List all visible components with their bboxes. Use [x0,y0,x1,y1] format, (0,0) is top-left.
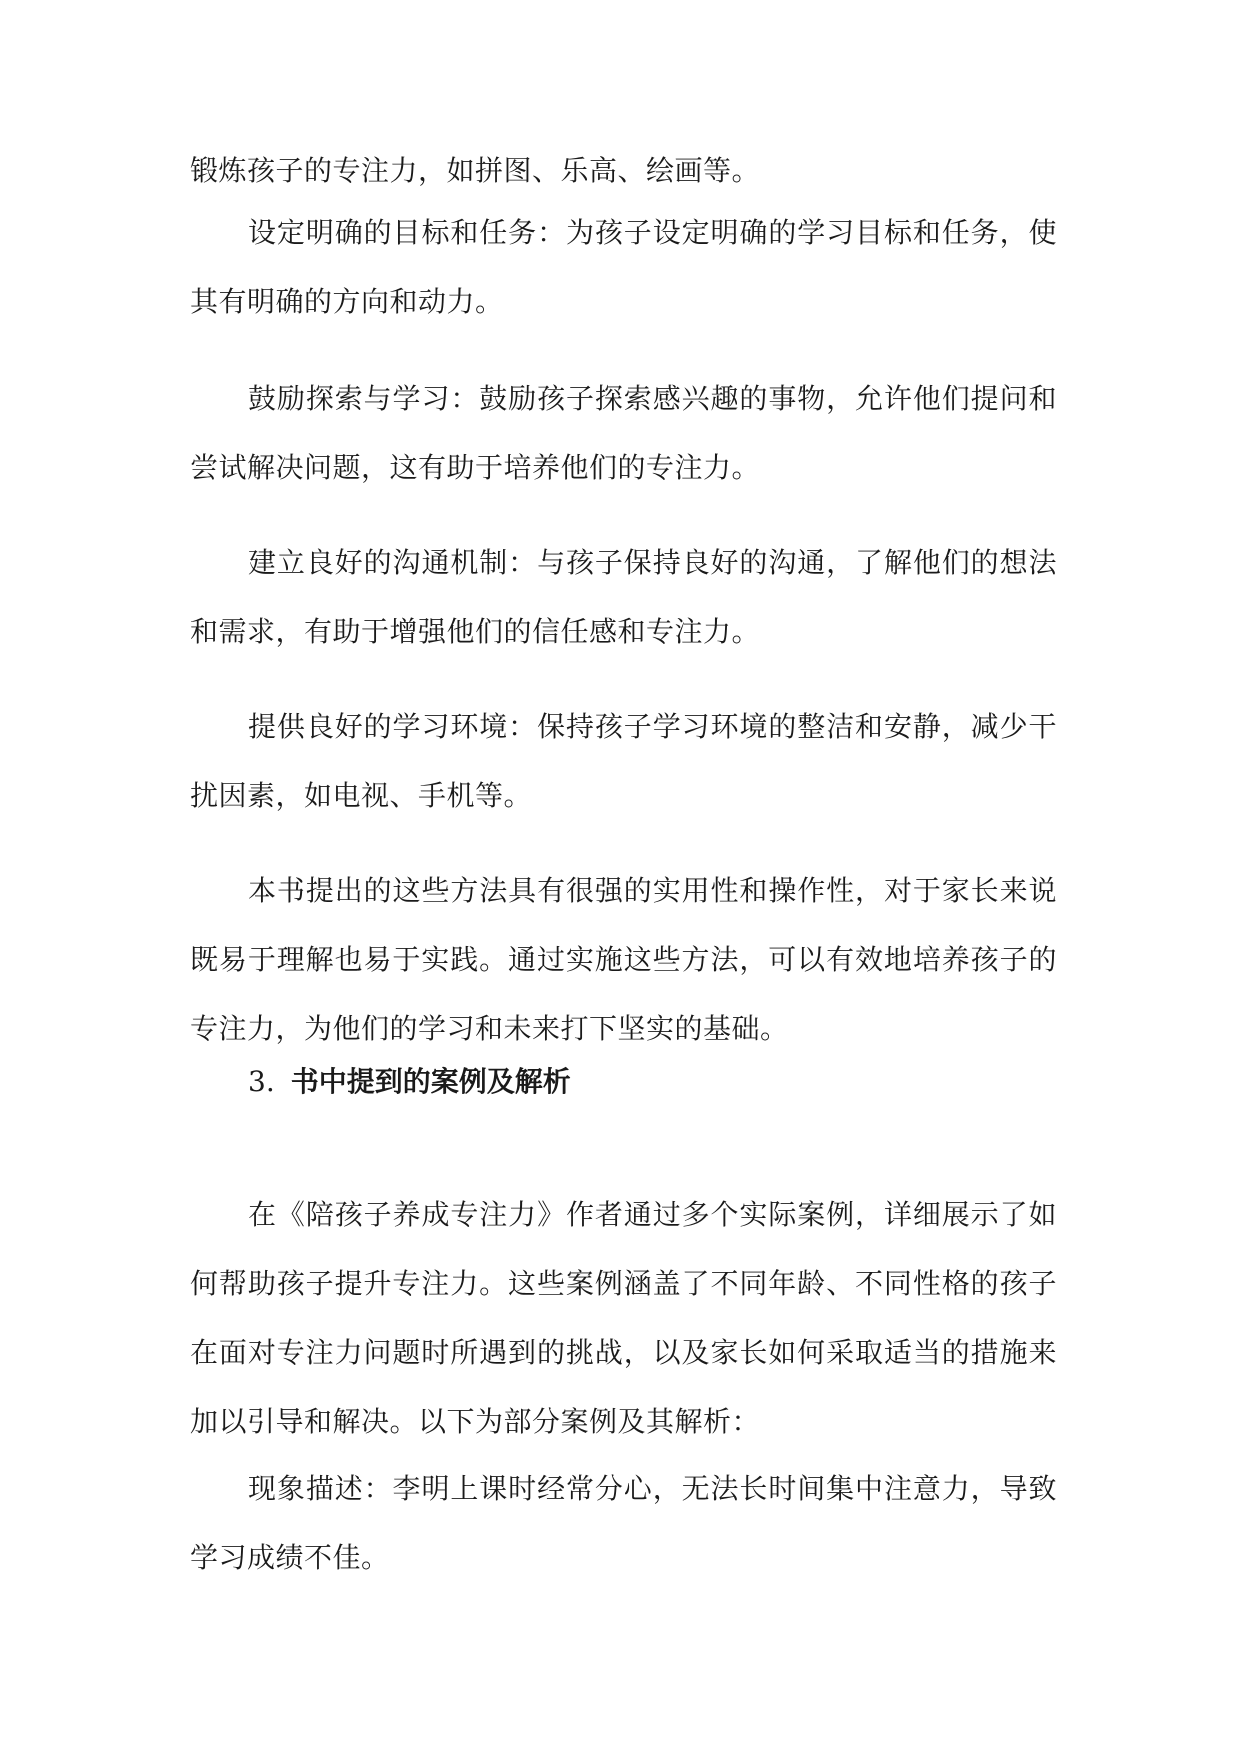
section-number: 3. [248,1065,275,1098]
paragraph-cases-intro: 在《陪孩子养成专注力》作者通过多个实际案例，详细展示了如何帮助孩子提升专注力。这些案例涵盖了不同年龄、不同性格的孩子在面对专注力问题时所遇到的挑战，以及家长如何采取适当的措施来加以引导和解决。以下为部分案例及其解析： [190,1198,1057,1438]
paragraph-summary: 本书提出的这些方法具有很强的实用性和操作性，对于家长来说既易于理解也易于实践。通过实施这些方法，可以有效地培养孩子的专注力，为他们的学习和未来打下坚实的基础。 [190,874,1057,1045]
paragraph-explore: 鼓励探索与学习：鼓励孩子探索感兴趣的事物，允许他们提问和尝试解决问题，这有助于培养他们的专注力。 [190,382,1057,484]
section-title: 书中提到的案例及解析 [290,1065,571,1098]
section-heading [248,1062,571,1102]
paragraph-goals: 设定明确的目标和任务：为孩子设定明确的学习目标和任务，使其有明确的方向和动力。 [190,216,1057,318]
paragraph-environment: 提供良好的学习环境：保持孩子学习环境的整洁和安静，减少干扰因素，如电视、手机等。 [190,710,1057,812]
paragraph-continuation: 锻炼孩子的专注力，如拼图、乐高、绘画等。 [190,154,761,187]
paragraph-case-description: 现象描述：李明上课时经常分心，无法长时间集中注意力，导致学习成绩不佳。 [190,1472,1057,1574]
paragraph-communication: 建立良好的沟通机制：与孩子保持良好的沟通，了解他们的想法和需求，有助于增强他们的信任感和专注力。 [190,546,1057,648]
